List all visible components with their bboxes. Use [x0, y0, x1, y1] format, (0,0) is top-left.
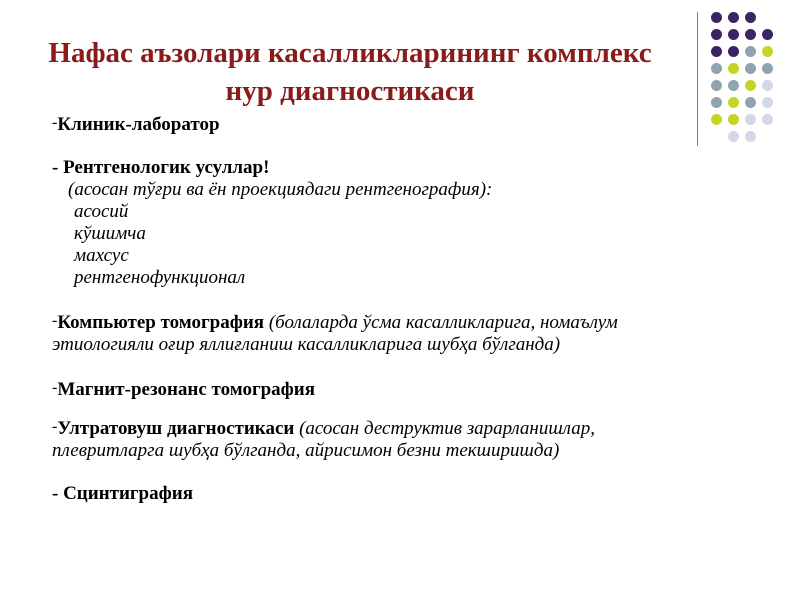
- item-clinical-lab-label: Клиник-лаборатор: [57, 114, 220, 135]
- item-xray-note: (асосан тўғри ва ён проекциядаги рентгенография):: [68, 179, 493, 200]
- decor-dot: [762, 80, 773, 91]
- decor-dot: [711, 97, 722, 108]
- item-mri: [52, 377, 772, 401]
- bullet-dash: -: [52, 114, 58, 131]
- item-ultrasound: [52, 416, 772, 440]
- item-ct: [52, 310, 772, 334]
- slide-title-line-1: Нафас аъзолари касалликларининг комплекс: [48, 37, 652, 69]
- decor-dot: [762, 46, 773, 57]
- item-ct-label: Компьютер томография: [57, 312, 265, 333]
- decor-dot: [745, 46, 756, 57]
- xray-sub-item: махсус: [74, 245, 129, 266]
- xray-sub-item: асосий: [74, 201, 129, 222]
- decor-dot: [728, 46, 739, 57]
- decor-dot: [711, 80, 722, 91]
- decor-dot: [745, 29, 756, 40]
- item-clinical-lab: [52, 112, 772, 136]
- item-mri-label: Магнит-резонанс томография: [57, 379, 316, 400]
- item-ultrasound-note-1: (асосан деструктив зарарланишлар,: [294, 418, 595, 439]
- bullet-dash: -: [52, 418, 58, 435]
- item-xray-label: - Рентгенологик усуллар!: [52, 157, 270, 178]
- slide-body: [52, 112, 772, 505]
- decor-dot: [745, 80, 756, 91]
- item-ct-note-1: (болаларда ўсма касалликларига, номаълум: [264, 312, 618, 333]
- decor-dot: [728, 29, 739, 40]
- slide-title-line-2: нур диагностикаси: [225, 75, 475, 107]
- decor-dot: [762, 63, 773, 74]
- slide-title: [20, 34, 680, 110]
- decor-dot: [745, 97, 756, 108]
- decor-dot: [745, 12, 756, 23]
- decor-dot: [728, 63, 739, 74]
- decor-dot: [711, 63, 722, 74]
- xray-sub-item: рентгенофункционал: [74, 267, 246, 288]
- bullet-dash: -: [52, 312, 58, 329]
- item-ultrasound-note-2: плевритларга шубҳа бўлганда, айрисимон безни текширишда): [52, 440, 560, 461]
- decor-dot: [711, 46, 722, 57]
- item-scintigraphy-label: - Сцинтиграфия: [52, 483, 193, 504]
- decor-dot: [762, 97, 773, 108]
- xray-sub-item: кўшимча: [74, 223, 146, 244]
- item-ultrasound-label: Ултратовуш диагностикаси: [57, 418, 295, 439]
- decor-dot: [728, 97, 739, 108]
- decor-dot: [711, 12, 722, 23]
- decor-dot: [745, 63, 756, 74]
- bullet-dash: -: [52, 379, 58, 396]
- decor-dot: [728, 12, 739, 23]
- decor-dot: [762, 29, 773, 40]
- decor-dot: [728, 80, 739, 91]
- item-ct-note-2: этиологияли оғир яллиғланиш касалликларига шубҳа бўлганда): [52, 334, 561, 355]
- decor-dot: [711, 29, 722, 40]
